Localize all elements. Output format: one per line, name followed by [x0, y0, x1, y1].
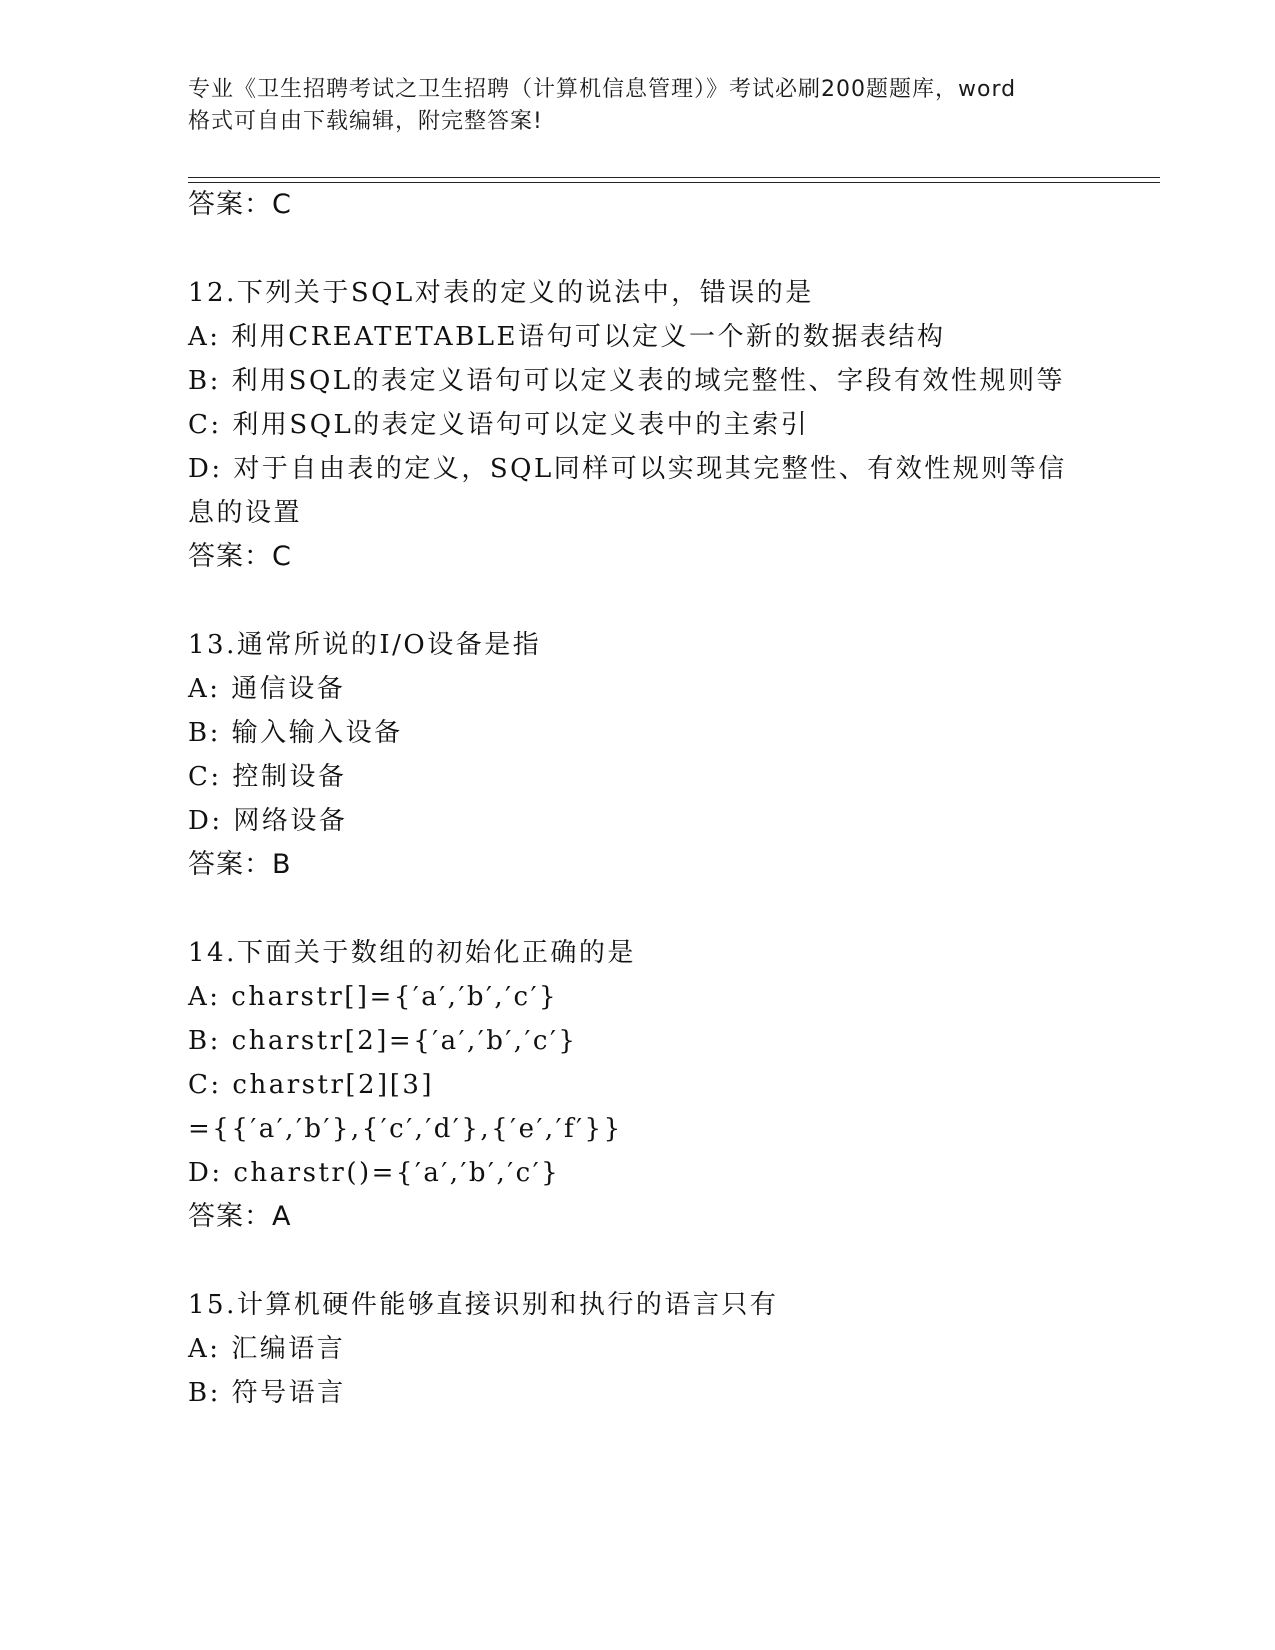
option-line: D: 对于自由表的定义，SQL同样可以实现其完整性、有效性规则等信	[188, 454, 1067, 484]
document-header	[188, 74, 1108, 138]
option-line: D: 网络设备	[188, 806, 348, 836]
option-line: A: 利用CREATETABLE语句可以定义一个新的数据表结构	[188, 322, 946, 352]
option-line: A: charstr[]={′a′,′b′,′c′}	[188, 982, 559, 1012]
option-line: ={{′a′,′b′},{′c′,′d′},{′e′,′f′}}	[188, 1114, 623, 1144]
answer-line: 答案：C	[188, 189, 292, 220]
question-stem: 15.计算机硬件能够直接识别和执行的语言只有	[188, 1290, 779, 1320]
option-line: C: charstr[2][3]	[188, 1070, 435, 1100]
question-stem: 13.通常所说的I/O设备是指	[188, 630, 542, 660]
option-line: B: 利用SQL的表定义语句可以定义表的域完整性、字段有效性规则等	[188, 366, 1066, 396]
header-divider-top	[188, 177, 1160, 178]
question-stem: 14.下面关于数组的初始化正确的是	[188, 938, 636, 968]
option-line: D: charstr()={′a′,′b′,′c′}	[188, 1158, 561, 1188]
option-line: 息的设置	[188, 498, 303, 528]
option-line: C: 利用SQL的表定义语句可以定义表中的主索引	[188, 410, 810, 440]
option-line: A: 汇编语言	[188, 1334, 346, 1364]
option-line: B: 输入输入设备	[188, 718, 403, 748]
answer-line: 答案：C	[188, 541, 292, 572]
answer-line: 答案：B	[188, 849, 292, 880]
option-line: B: charstr[2]={′a′,′b′,′c′}	[188, 1026, 578, 1056]
option-line: B: 符号语言	[188, 1378, 346, 1408]
answer-line: 答案：A	[188, 1201, 292, 1232]
option-line: C: 控制设备	[188, 762, 347, 792]
question-stem: 12.下列关于SQL对表的定义的说法中，错误的是	[188, 278, 814, 308]
header-line-1: 专业《卫生招聘考试之卫生招聘（计算机信息管理）》考试必刷200题题库，word	[188, 77, 1017, 102]
header-divider-bottom	[188, 182, 1160, 183]
option-line: A: 通信设备	[188, 674, 346, 704]
header-line-2: 格式可自由下载编辑，附完整答案!	[188, 109, 543, 134]
